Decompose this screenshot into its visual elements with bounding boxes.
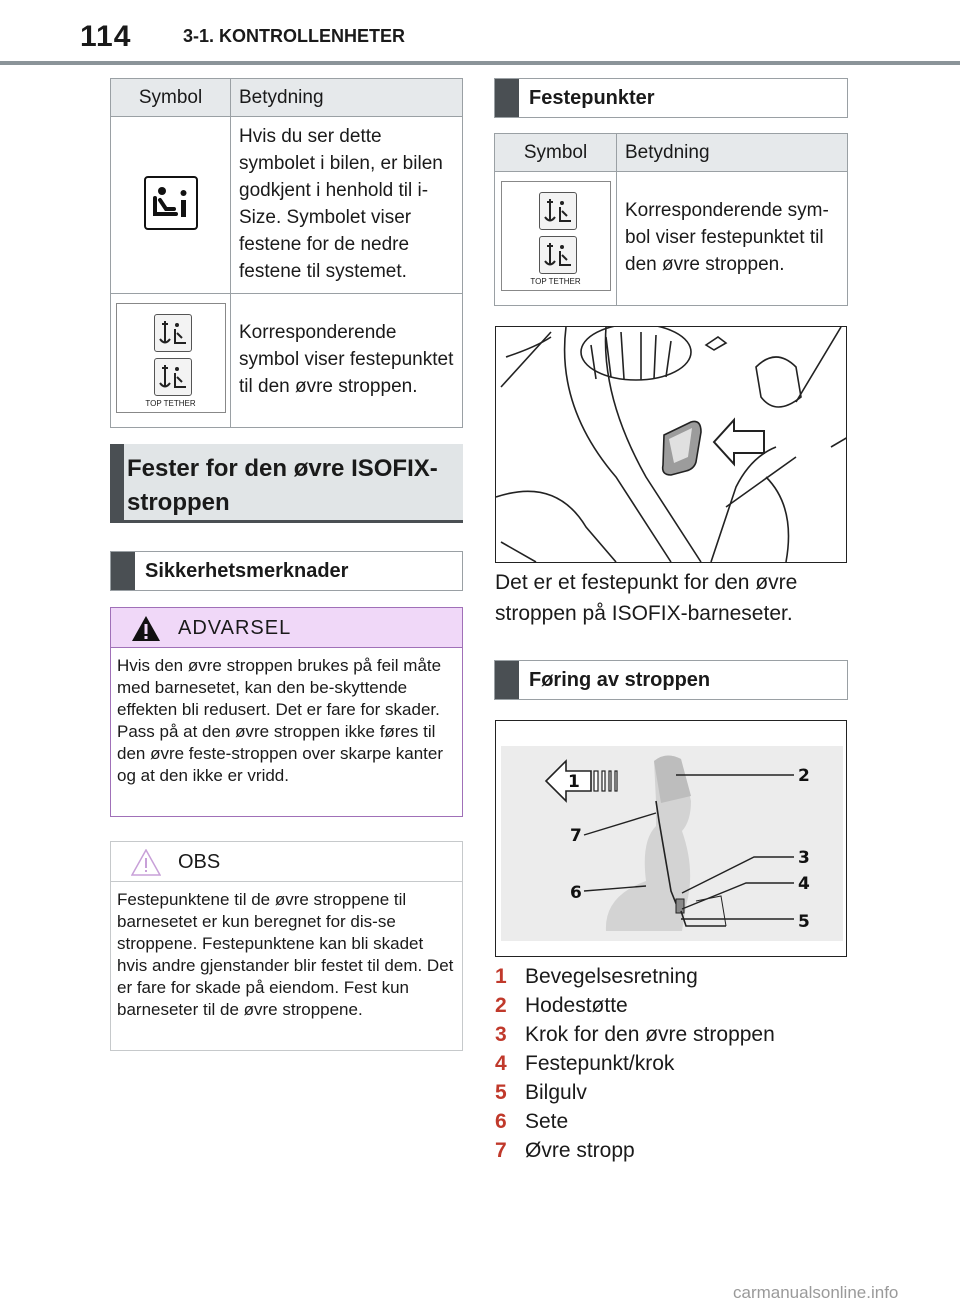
- callout-2: 2: [798, 766, 810, 786]
- table-row: [111, 117, 463, 294]
- callout-3: 3: [798, 848, 810, 868]
- note-text: Festepunktene til de øvre stroppene til barnesetet er kun beregnet for dis-se stroppene. Festepunktene kan bli skadet hvis andre gjenstander blir festet til dem. Det er fare for skade på eiendom. Fest kun barneseter til de øvre stroppene.: [117, 890, 454, 1019]
- top-tether-icon: [116, 303, 226, 413]
- section-heading-isofix: Fester for den øvre ISOFIX-stroppen: [110, 444, 463, 523]
- column-header-symbol: Symbol: [111, 79, 231, 117]
- anchor-point-illustration: [495, 326, 847, 563]
- caution-triangle-icon: [131, 849, 161, 876]
- table-row: [495, 172, 848, 306]
- i-size-seat-icon: [144, 176, 198, 230]
- symbol-table-left: [110, 78, 463, 428]
- page-number: 114: [80, 20, 132, 53]
- page-header: [0, 0, 960, 66]
- anchor-icon: [539, 236, 577, 274]
- subheading-strap-routing: Føring av stroppen: [494, 660, 848, 700]
- table-row: [111, 294, 463, 428]
- top-tether-label: TOP TETHER: [530, 276, 581, 286]
- figure-caption: Det er et festepunkt for den øvre stroppen på ISOFIX-barneseter.: [495, 571, 798, 625]
- section-title: 3-1. KONTROLLENHETER: [183, 26, 406, 46]
- anchor-cover: [663, 421, 701, 475]
- column-header-symbol: Symbol: [495, 134, 617, 172]
- callout-6: 6: [570, 883, 582, 903]
- anchor-icon: [154, 314, 192, 352]
- table-cell-description: Hvis du ser dette symbolet i bilen, er bilen godkjent i henhold til i-Size. Symbolet viser festene for de nedre festene til systemet.: [231, 117, 463, 294]
- note-title: OBS: [178, 851, 221, 873]
- header-divider: [0, 61, 960, 65]
- top-tether-label: TOP TETHER: [145, 398, 196, 408]
- warning-triangle-icon: [131, 615, 161, 642]
- anchor-icon: [154, 358, 192, 396]
- subheading-safety-notes: Sikkerhetsmerknader: [110, 551, 463, 591]
- anchor-icon: [539, 192, 577, 230]
- strap-routing-diagram: [495, 720, 847, 957]
- subheading-festepunkter: Festepunkter: [494, 78, 848, 118]
- symbol-table-right: [494, 133, 848, 306]
- warning-box: [110, 607, 463, 817]
- table-cell-description: Korresponderende symbol viser festepunktet til den øvre stroppen.: [231, 294, 463, 428]
- callout-4: 4: [798, 874, 810, 894]
- note-box: [110, 841, 463, 1051]
- warning-text: Hvis den øvre stroppen brukes på feil måte med barnesetet, kan den be-skyttende effekten bli redusert. Det er fare for skader. Pass på at den øvre stroppen ikke føres til den øvre feste-stroppen over skarpe kanter og at den ikke er vridd.: [117, 656, 443, 785]
- callout-7: 7: [570, 826, 582, 846]
- warning-title: ADVARSEL: [178, 617, 292, 639]
- arrow-icon: [714, 420, 764, 464]
- watermark: carmanualsonline.info: [733, 1283, 899, 1302]
- table-cell-description: Korresponderende sym-bol viser festepunktet til den øvre stroppen.: [617, 172, 848, 306]
- top-tether-icon: [501, 181, 611, 291]
- column-header-meaning: Betydning: [617, 134, 848, 172]
- column-header-meaning: Betydning: [231, 79, 463, 117]
- callout-1: 1: [568, 772, 580, 792]
- callout-5: 5: [798, 912, 810, 932]
